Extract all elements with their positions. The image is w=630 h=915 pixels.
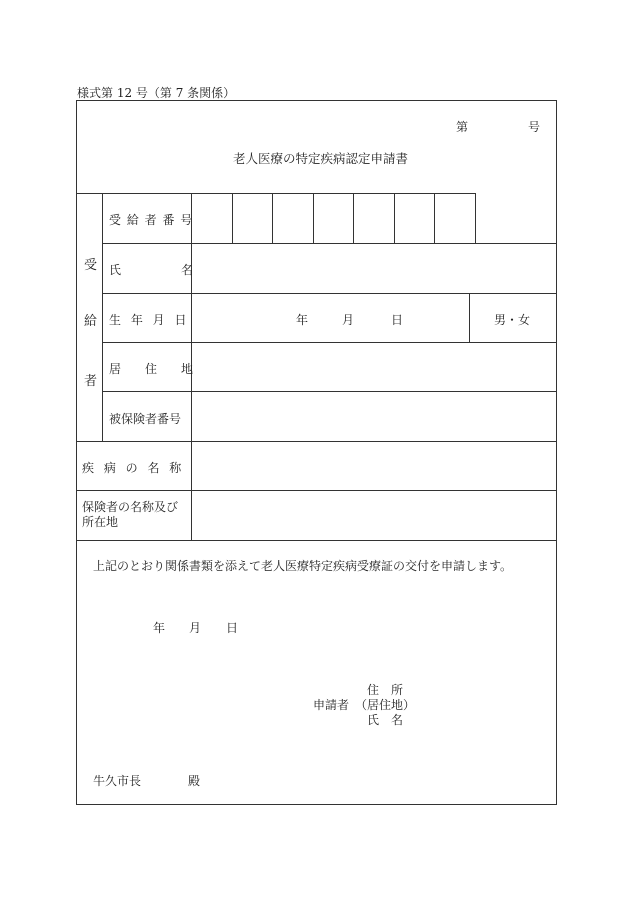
rule-digit-7 [475,193,476,243]
applicant-label: 申請者 [313,698,350,712]
frame-top [76,100,557,101]
applicant-residence-label: （居住地） [355,698,416,712]
frame-bottom [76,804,557,805]
application-statement: 上記のとおり関係書類を添えて老人医療特定疾病受療証の交付を申請します。 [93,559,513,573]
sex-choice[interactable]: 男・女 [494,313,531,327]
rule-insurer-bottom [76,540,556,541]
birth-day-unit: 日 [391,313,404,327]
applicant-address-label: 住 所 [367,683,404,697]
disease-field[interactable] [192,442,556,490]
name-label: 氏 名 [109,263,194,277]
address-label: 居 住 地 [109,362,194,376]
birth-year-unit: 年 [296,313,309,327]
date-month-unit: 月 [189,621,202,635]
mayor-addressee: 牛久市長 [93,774,142,788]
number-digit-box[interactable] [314,194,353,243]
frame-right [556,100,557,805]
number-dai: 第 [456,120,469,134]
recipient-vertical-char: 受 [84,258,98,273]
insurer-field[interactable] [192,491,556,540]
recipient-number-label: 受 給 者 番 号 [109,213,194,227]
insured-number-label: 被保険者番号 [109,412,182,426]
number-digit-box[interactable] [354,194,394,243]
number-digit-box[interactable] [192,194,232,243]
frame-left [76,100,77,805]
number-digit-box[interactable] [395,194,434,243]
rule-recipient-col [102,193,103,441]
form-caption: 様式第 12 号（第 7 条関係） [77,86,236,100]
birthdate-label: 生 年 月 日 [109,313,190,327]
applicant-name-label: 氏 名 [367,713,404,727]
number-go: 号 [528,120,541,134]
rule-sex-col [469,293,470,342]
insured-number-field[interactable] [192,392,556,441]
rule-name-bottom [102,293,556,294]
date-day-unit: 日 [226,621,239,635]
address-field[interactable] [192,343,556,391]
honorific: 殿 [188,774,201,788]
document-title: 老人医療の特定疾病認定申請書 [233,151,409,166]
recipient-vertical-char: 給 [84,314,98,329]
disease-name-label: 疾 病 の 名 称 [82,461,185,475]
birth-month-unit: 月 [342,313,355,327]
date-year-unit: 年 [153,621,166,635]
number-digit-box[interactable] [273,194,313,243]
number-digit-box[interactable] [233,194,272,243]
name-field[interactable] [192,244,556,293]
number-digit-box[interactable] [435,194,475,243]
insurer-label: 保険者の名称及び 所在地 [82,500,179,529]
recipient-vertical-char: 者 [84,374,98,389]
